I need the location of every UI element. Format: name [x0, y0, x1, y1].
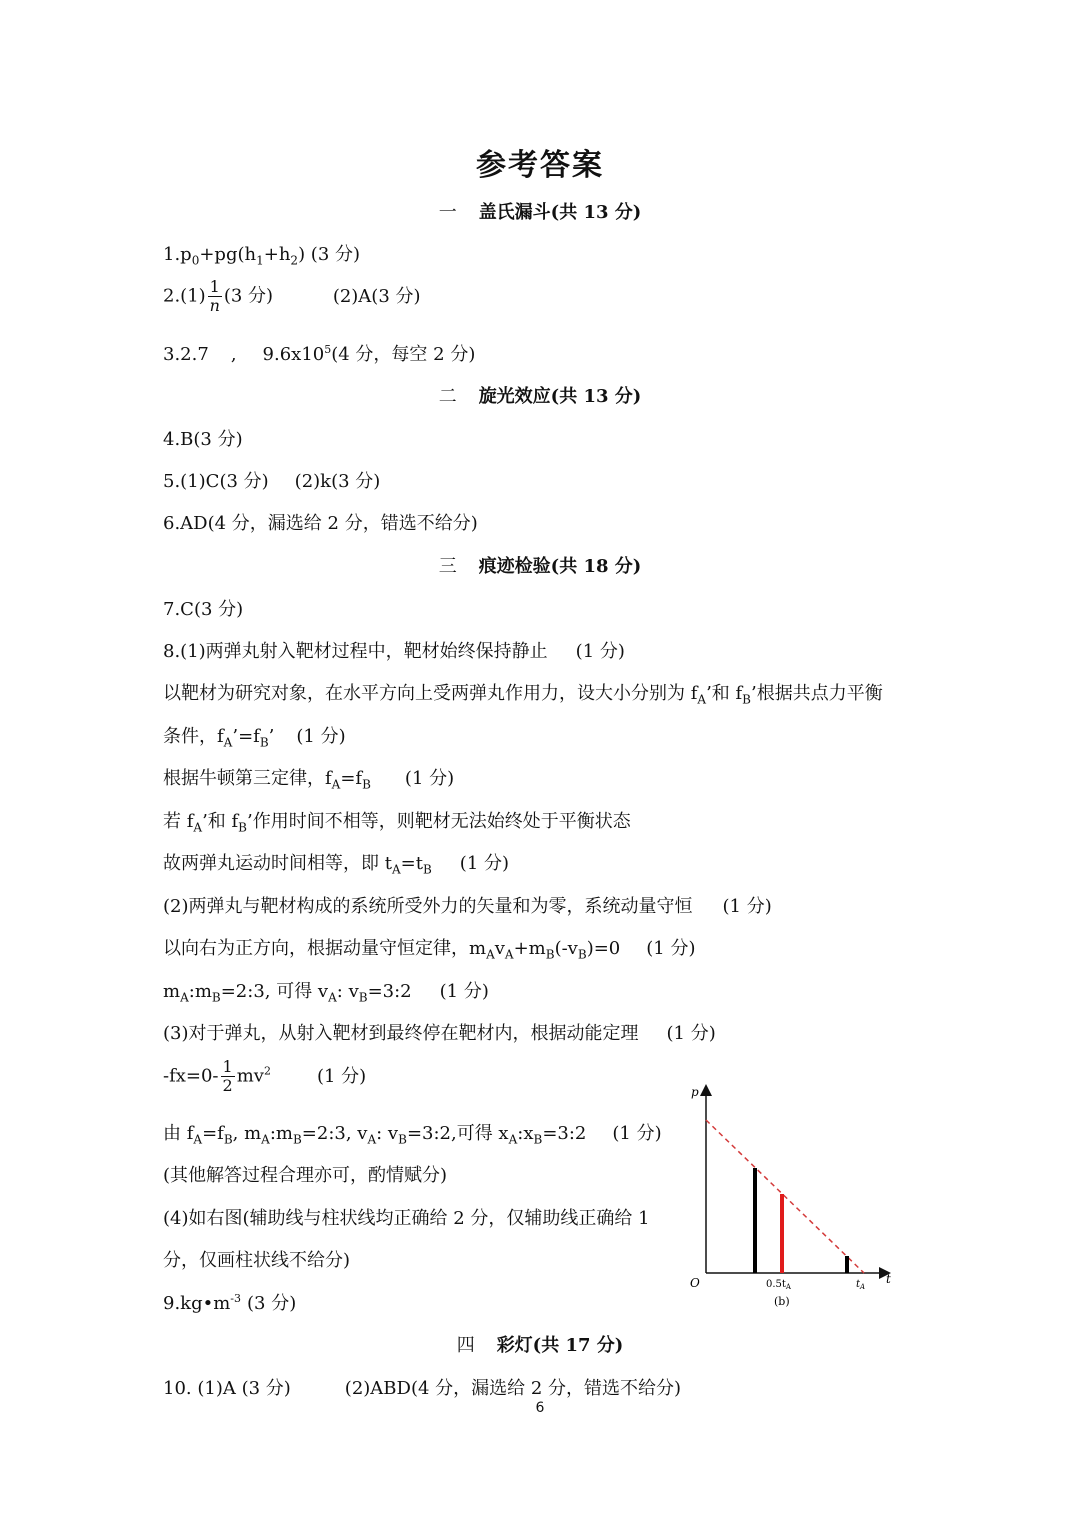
- section-heading-1: [0, 198, 1080, 224]
- section-title: 彩灯(共 17 分): [496, 1335, 624, 1356]
- answer-8-line: (其他解答过程合理亦可，酌情赋分): [163, 1165, 448, 1186]
- answer-8-line: 分，仅画柱状线不给分): [163, 1250, 351, 1271]
- section-heading-2: [0, 382, 1080, 408]
- answer-7: 7.C(3 分): [163, 599, 244, 620]
- answer-8-line: 8.(1)两弹丸射入靶材过程中，靶材始终保持静止 (1 分): [163, 641, 625, 662]
- answer-8-line: 若 $f_A$’和 $f_B$’作用时间不相等，则靶材无法始终处于平衡状态: [163, 811, 631, 835]
- answer-8-line: 由 $f_A=f_B$, $m_A:m_B=2:3$, $v_A$: $v_B=3:2$,可得 $x_A:x_B=3:2$ (1 分): [163, 1123, 662, 1147]
- answer-8-line: (2)两弹丸与靶材构成的系统所受外力的矢量和为零，系统动量守恒 (1 分): [163, 896, 772, 917]
- answer-4: 4.B(3 分): [163, 429, 243, 450]
- section-number: 四: [456, 1335, 475, 1356]
- section-number: 三: [438, 556, 457, 577]
- answer-10: 10. (1)A (3 分) (2)ABD(4 分，漏选给 2 分，错选不给分): [163, 1378, 682, 1399]
- tick-label-end: $t_A$: [856, 1279, 866, 1291]
- origin-label: O: [690, 1276, 700, 1290]
- figure-caption: (b): [774, 1295, 790, 1308]
- answer-8-line: 以向右为正方向，根据动量守恒定律，$m_Av_A+m_B(-v_B)=0$ (1 分): [163, 938, 696, 962]
- x-axis-label: t: [886, 1272, 891, 1286]
- section-number: 二: [438, 386, 457, 407]
- answer-3: 3.2.7 , $9.6x10^5(4$ 分，每空 2 分): [163, 343, 476, 365]
- auxiliary-dashed-line: [706, 1120, 864, 1273]
- y-axis-label: p: [691, 1085, 699, 1099]
- fraction: $\frac{1}{n}$: [209, 277, 220, 315]
- answer-8-line: (4)如右图(辅助线与柱状线均正确给 2 分，仅辅助线正确给 1: [163, 1208, 650, 1229]
- section-heading-4: [0, 1331, 1080, 1357]
- answer-2: 2.(1) $\frac{1}{n}$ (3 分) (2)A(3 分): [163, 277, 421, 315]
- answer-8-line: 条件，$f_A’=f_B$’ (1 分): [163, 726, 346, 750]
- answer-6: 6.AD(4 分，漏选给 2 分，错选不给分): [163, 513, 478, 534]
- answer-8-line: 根据牛顿第三定律，$f_A=f_B$ (1 分): [163, 768, 455, 792]
- answer-8-line: 故两弹丸运动时间相等，即 $t_A=t_B$ (1 分): [163, 853, 510, 877]
- section-number: 一: [438, 202, 457, 223]
- page-title: 参考答案: [476, 148, 604, 183]
- section-heading-3: [0, 552, 1080, 578]
- momentum-time-figure: [680, 1078, 900, 1308]
- section-title: 痕迹检验(共 18 分): [478, 556, 642, 577]
- answer-9: $9.kg•m^{-3}$ (3 分): [163, 1292, 297, 1314]
- section-title: 盖氏漏斗(共 13 分): [478, 202, 642, 223]
- answer-8-line: $m_A:m_B=2:3$, 可得 $v_A$: $v_B=3:2$ (1 分): [163, 981, 489, 1005]
- tick-label-mid: $0.5t_A$: [766, 1279, 791, 1291]
- fraction: $\frac{1}{2}$: [222, 1057, 233, 1095]
- answer-5: 5.(1)C(3 分) (2)k(3 分): [163, 471, 381, 492]
- page-number: 6: [535, 1400, 545, 1416]
- answer-8-line: -fx=0- $\frac{1}{2}$ $mv^2$ (1 分): [163, 1057, 367, 1095]
- section-title: 旋光效应(共 13 分): [478, 386, 642, 407]
- answer-1: $1.p_0+pg(h_1+h_2)$ (3 分): [163, 244, 361, 268]
- answer-8-line: (3)对于弹丸，从射入靶材到最终停在靶材内，根据动能定理 (1 分): [163, 1023, 716, 1044]
- answer-8-line: 以靶材为研究对象，在水平方向上受两弹丸作用力，设大小分别为 $f_A$’和 $f_B$’根据共点力平衡: [163, 683, 883, 707]
